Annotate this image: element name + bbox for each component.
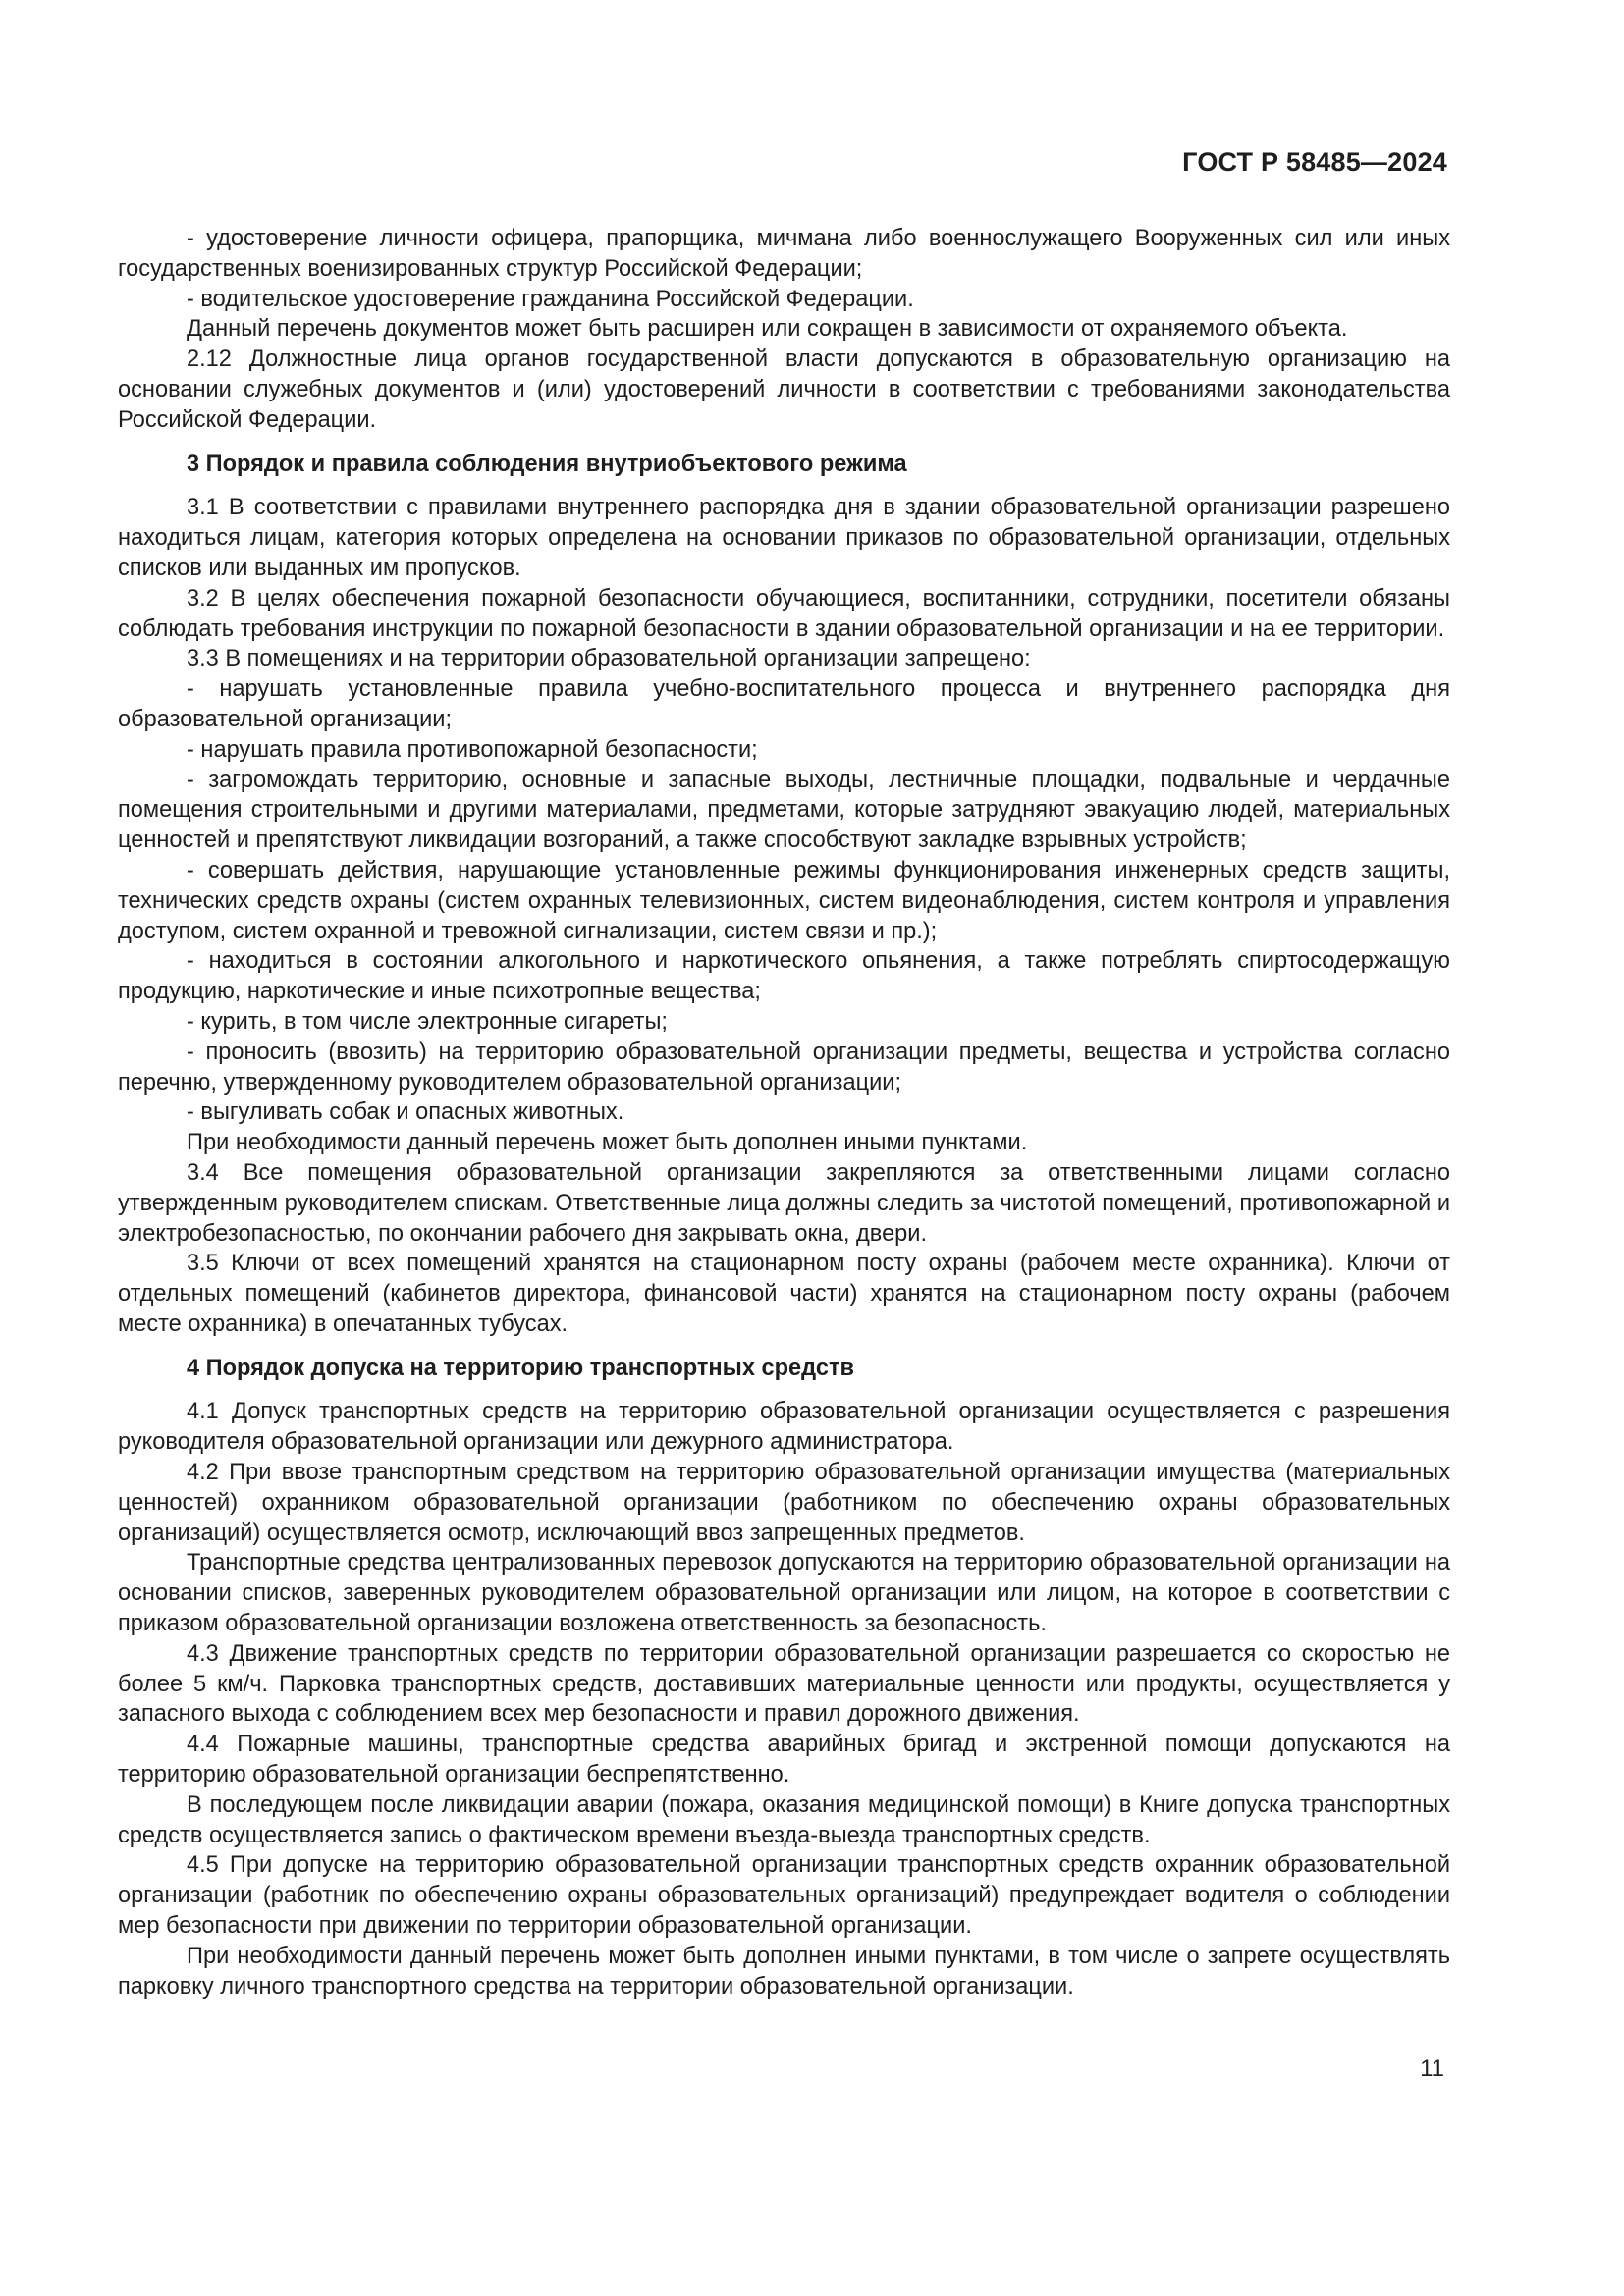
paragraph: Данный перечень документов может быть расширен или сокращен в зависимости от охраняемого объекта. [187, 316, 1348, 343]
list-item: - выгуливать собак и опасных животных. [187, 1099, 624, 1126]
page-number: 11 [1420, 2056, 1444, 2082]
list-item: - проносить (ввозить) на территорию образовательной организации предметы, вещества и устройства согласно перечню, утвержденному руководителем образовательной организации; [118, 1039, 1450, 1095]
paragraph: - водительское удостоверение гражданина Российской Федерации. [187, 286, 914, 312]
section-3-heading: 3 Порядок и правила соблюдения внутриобъектового режима [187, 451, 907, 477]
list-item: - курить, в том числе электронные сигареты; [187, 1008, 668, 1035]
paragraph: 2.12 Должностные лица органов государственной власти допускаются в образовательную организацию на основании служебных документов и (или) удостоверений личности в соответствии с требованиями законодательства Российской Федерации. [118, 347, 1450, 433]
section-4-heading: 4 Порядок допуска на территорию транспортных средств [187, 1355, 855, 1381]
list-item: - нарушать правила противопожарной безопасности; [187, 736, 758, 763]
paragraph: При необходимости данный перечень может быть дополнен иными пунктами, в том числе о запрете осуществлять парковку личного транспортного средства на территории образовательной организации. [118, 1943, 1450, 2000]
list-item: - нарушать установленные правила учебно-воспитательного процесса и внутреннего распорядка дня образовательной организации; [118, 676, 1450, 732]
paragraph: В последующем после ликвидации аварии (пожара, оказания медицинской помощи) в Книге допуска транспортных средств осуществляется запись о фактическом времени въезда-выезда транспортных средств. [118, 1791, 1450, 1848]
paragraph: 4.2 При ввозе транспортным средством на территорию образовательной организации имущества (материальных ценностей) охранником образовательной организации (работником по обеспечению охраны образовательных организаций) осуществляется осмотр, исключающий ввоз запрещенных предметов. [118, 1460, 1450, 1546]
paragraph: 3.2 В целях обеспечения пожарной безопасности обучающиеся, воспитанники, сотрудники, посетители обязаны соблюдать требования инструкции по пожарной безопасности в здании образовательной организации и на ее территории. [118, 585, 1450, 642]
paragraph: При необходимости данный перечень может быть дополнен иными пунктами. [187, 1130, 1028, 1156]
paragraph: - удостоверение личности офицера, прапорщика, мичмана либо военнослужащего Вооруженных сил или иных государственных военизированных структур Российской Федерации; [118, 226, 1450, 282]
list-item: - находиться в состоянии алкогольного и наркотического опьянения, а также потреблять спиртосодержащую продукцию, наркотические и иные психотропные вещества; [118, 948, 1450, 1005]
paragraph: Транспортные средства централизованных перевозок допускаются на территорию образовательной организации на основании списков, заверенных руководителем образовательной организации или лицом, на которое в соответствии с приказом образовательной организации возложена ответственность за безопасность. [118, 1550, 1450, 1637]
paragraph: 3.5 Ключи от всех помещений хранятся на стационарном посту охраны (рабочем месте охранника). Ключи от отдельных помещений (кабинетов директора, финансовой части) хранятся на стационарном посту охраны (рабочем месте охранника) в опечатанных тубусах. [118, 1251, 1450, 1337]
list-item: - совершать действия, нарушающие установленные режимы функционирования инженерных средств защиты, технических средств охраны (систем охранных телевизионных, систем видеонаблюдения, систем контроля и управления доступом, систем охранной и тревожной сигнализации, систем связи и пр.); [118, 857, 1450, 944]
document-body [118, 224, 1450, 2002]
paragraph: 3.3 В помещениях и на территории образовательной организации запрещено: [187, 646, 1031, 672]
paragraph: 4.5 При допуске на территорию образовательной организации транспортных средств охранник образовательной организации (работник по обеспечению охраны образовательных организаций) предупреждает водителя о соблюдении мер безопасности при движении по территории образовательной организации. [118, 1852, 1450, 1940]
paragraph: 4.3 Движение транспортных средств по территории образовательной организации разрешается со скоростью не более 5 км/ч. Парковка транспортных средств, доставивших материальные ценности или продукты, осуществляется у запасного выхода с соблюдением всех мер безопасности и правил дорожного движения. [118, 1640, 1450, 1728]
list-item: - загромождать территорию, основные и запасные выходы, лестничные площадки, подвальные и чердачные помещения строительными и другими материалами, предметами, которые затрудняют эвакуацию людей, материальных ценностей и препятствуют ликвидации возгораний, а также способствуют закладке взрывных устройств; [118, 767, 1450, 854]
paragraph: 3.4 Все помещения образовательной организации закрепляются за ответственными лицами согласно утвержденным руководителем спискам. Ответственные лица должны следить за чистотой помещений, противопожарной и электробезопасностью, по окончании рабочего дня закрывать окна, двери. [118, 1159, 1450, 1247]
paragraph: 4.1 Допуск транспортных средств на территорию образовательной организации осуществляется с разрешения руководителя образовательной организации или дежурного администратора. [118, 1399, 1450, 1456]
paragraph: 4.4 Пожарные машины, транспортные средства аварийных бригад и экстренной помощи допускаются на территорию образовательной организации беспрепятственно. [118, 1732, 1450, 1789]
paragraph: 3.1 В соответствии с правилами внутреннего распорядка дня в здании образовательной организации разрешено находиться лицам, категория которых определена на основании приказов по образовательной организации, отдельных списков или выданных им пропусков. [118, 495, 1450, 581]
standard-code: ГОСТ Р 58485—2024 [1182, 147, 1447, 177]
